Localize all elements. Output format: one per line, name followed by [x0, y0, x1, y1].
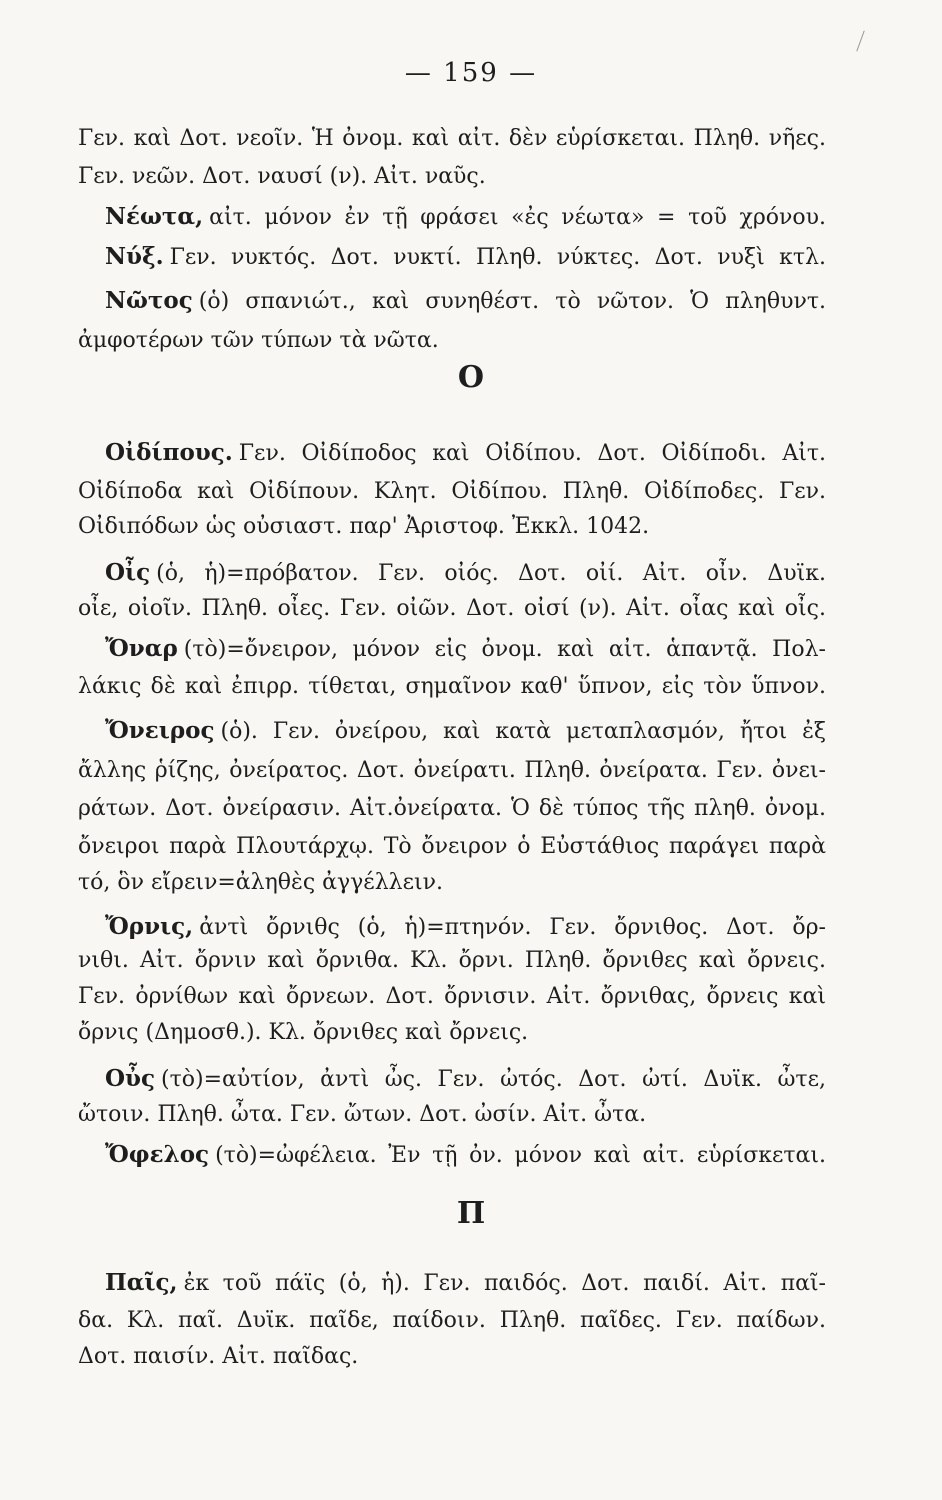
line-text: ὄνειροι παρὰ Πλουτάρχῳ. Τὸ ὄνειρον ὁ Εὐστάθιος παράγει παρὰ: [78, 834, 826, 859]
entry-text: (τὸ)=αὐτίον, ἀντὶ ὦς. Γεν. ὠτός. Δοτ. ὠτί. Δυϊκ. ὦτε,: [161, 1067, 826, 1092]
entry-text: (ὁ) σπανιώτ., καὶ συνηθέστ. τὸ νῶτον. Ὁ πληθυντ.: [198, 289, 826, 314]
entry-text: (τὸ)=ὠφέλεια. Ἐν τῇ ὀν. μόνον καὶ αἰτ. εὑρίσκεται.: [215, 1143, 826, 1168]
text-line: [78, 124, 826, 154]
entry-text: ἀντὶ ὄρνιθς (ὁ, ἡ)=πτηνόν. Γεν. ὄρνιθος. Δοτ. ὄρ-: [199, 915, 826, 940]
text-line: [78, 477, 826, 507]
dictionary-entry: [105, 634, 826, 665]
entry-text: Γεν. Οἰδίποδος καὶ Οἰδίπου. Δοτ. Οἰδίποδι. Αἰτ.: [238, 441, 826, 466]
dictionary-entry: [105, 558, 826, 589]
section-letter-heading: Π: [456, 1196, 486, 1231]
text-line: [78, 326, 826, 356]
text-line: [78, 756, 826, 786]
entry-text: αἰτ. μόνον ἐν τῇ φράσει «ἐς νέωτα» = τοῦ χρόνου.: [209, 205, 826, 230]
dictionary-entry: [105, 1140, 826, 1171]
line-text: Γεν. ὀρνίθων καὶ ὄρνεων. Δοτ. ὄρνισιν. Αἰτ. ὄρνιθας, ὄρνεις καὶ: [78, 984, 826, 1009]
headword: Ὄφελος: [105, 1141, 210, 1168]
line-text: Γεν. καὶ Δοτ. νεοῖν. Ἡ ὀνομ. καὶ αἰτ. δὲν εὑρίσκεται. Πληθ. νῆες.: [78, 126, 826, 151]
entry-text: ἐκ τοῦ πάϊς (ὁ, ἡ). Γεν. παιδός. Δοτ. παιδί. Αἰτ. παῖ-: [183, 1271, 826, 1296]
line-text: ὤτοιν. Πληθ. ὦτα. Γεν. ὤτων. Δοτ. ὠσίν. Αἰτ. ὦτα.: [78, 1102, 647, 1127]
text-line: [78, 794, 826, 824]
text-line: [78, 982, 826, 1012]
entry-text: Γεν. νυκτός. Δοτ. νυκτί. Πληθ. νύκτες. Δοτ. νυξὶ κτλ.: [169, 245, 826, 270]
dictionary-entry: [105, 438, 826, 469]
text-line: [78, 672, 826, 702]
dictionary-entry: [105, 286, 826, 317]
text-line: [78, 946, 826, 976]
dictionary-entry: [105, 242, 826, 273]
line-text: ἄλλης ῥίζης, ὀνείρατος. Δοτ. ὀνείρατι. Πληθ. ὀνείρατα. Γεν. ὀνει-: [78, 758, 826, 783]
entry-text: (ὁ). Γεν. ὀνείρου, καὶ κατὰ μεταπλασμόν, ἤτοι ἐξ: [220, 719, 826, 744]
line-text: Δοτ. παισίν. Αἰτ. παῖδας.: [78, 1344, 359, 1369]
text-line: [78, 1306, 826, 1336]
text-line: [78, 868, 826, 898]
headword: Ὄναρ: [105, 635, 178, 662]
dictionary-entry: [105, 1268, 826, 1299]
headword: Ὄνειρος: [105, 717, 215, 744]
page-number: — 159 —: [404, 58, 538, 88]
text-line: [78, 1342, 826, 1372]
line-text: Οἰδιπόδων ὡς οὐσιαστ. παρ' Ἀριστοφ. Ἐκκλ. 1042.: [78, 514, 650, 539]
line-text: δα. Κλ. παῖ. Δυϊκ. παῖδε, παίδοιν. Πληθ. παῖδες. Γεν. παίδων.: [78, 1308, 826, 1333]
headword: Παῖς,: [105, 1269, 178, 1296]
text-line: [78, 1100, 826, 1130]
text-line: [78, 832, 826, 862]
text-line: [78, 162, 826, 192]
line-text: Οἰδίποδα καὶ Οἰδίπουν. Κλητ. Οἰδίπου. Πληθ. Οἰδίποδες. Γεν.: [78, 479, 826, 504]
headword: Νῶτος: [105, 287, 193, 314]
line-text: νιθι. Αἰτ. ὄρνιν καὶ ὄρνιθα. Κλ. ὄρνι. Πληθ. ὄρνιθες καὶ ὄρνεις.: [78, 948, 826, 973]
entry-text: (τὸ)=ὄνειρον, μόνον εἰς ὀνομ. καὶ αἰτ. ἁπαντᾷ. Πολ-: [183, 637, 826, 662]
line-text: ράτων. Δοτ. ὀνείρασιν. Αἰτ.ὀνείρατα. Ὁ δὲ τύπος τῆς πληθ. ὀνομ.: [78, 796, 826, 821]
headword: Νύξ.: [105, 243, 164, 270]
line-text: ὄρνις (Δημοσθ.). Κλ. ὄρνιθες καὶ ὄρνεις.: [78, 1020, 529, 1045]
line-text: τό, ὃν εἴρειν=ἀληθὲς ἀγγέλλειν.: [78, 870, 443, 895]
line-text: Γεν. νεῶν. Δοτ. ναυσί (ν). Αἰτ. ναῦς.: [78, 164, 486, 189]
margin-pencil-mark: [856, 30, 864, 51]
dictionary-entry: [105, 202, 826, 233]
text-line: [78, 512, 826, 542]
headword: Οὖς: [105, 1065, 155, 1092]
section-letter-heading: Ο: [457, 360, 485, 395]
headword: Οἰδίπους.: [105, 439, 233, 466]
headword: Ὄρνις,: [105, 913, 194, 940]
line-text: λάκις δὲ καὶ ἐπιρρ. τίθεται, σημαῖνον καθ' ὕπνον, εἰς τὸν ὕπνον.: [78, 674, 826, 699]
line-text: ἀμφοτέρων τῶν τύπων τὰ νῶτα.: [78, 328, 439, 353]
text-line: [78, 1018, 826, 1048]
headword: Νέωτα,: [105, 203, 204, 230]
headword: Οἶς: [105, 559, 151, 586]
line-text: οἶε, οἰοῖν. Πληθ. οἶες. Γεν. οἰῶν. Δοτ. οἰσί (ν). Αἰτ. οἶας καὶ οἶς.: [78, 596, 826, 621]
dictionary-entry: [105, 1064, 826, 1095]
text-line: [78, 594, 826, 624]
dictionary-entry: [105, 912, 826, 943]
entry-text: (ὁ, ἡ)=πρόβατον. Γεν. οἰός. Δοτ. οἰί. Αἰτ. οἶν. Δυϊκ.: [156, 561, 826, 586]
dictionary-entry: [105, 716, 826, 747]
